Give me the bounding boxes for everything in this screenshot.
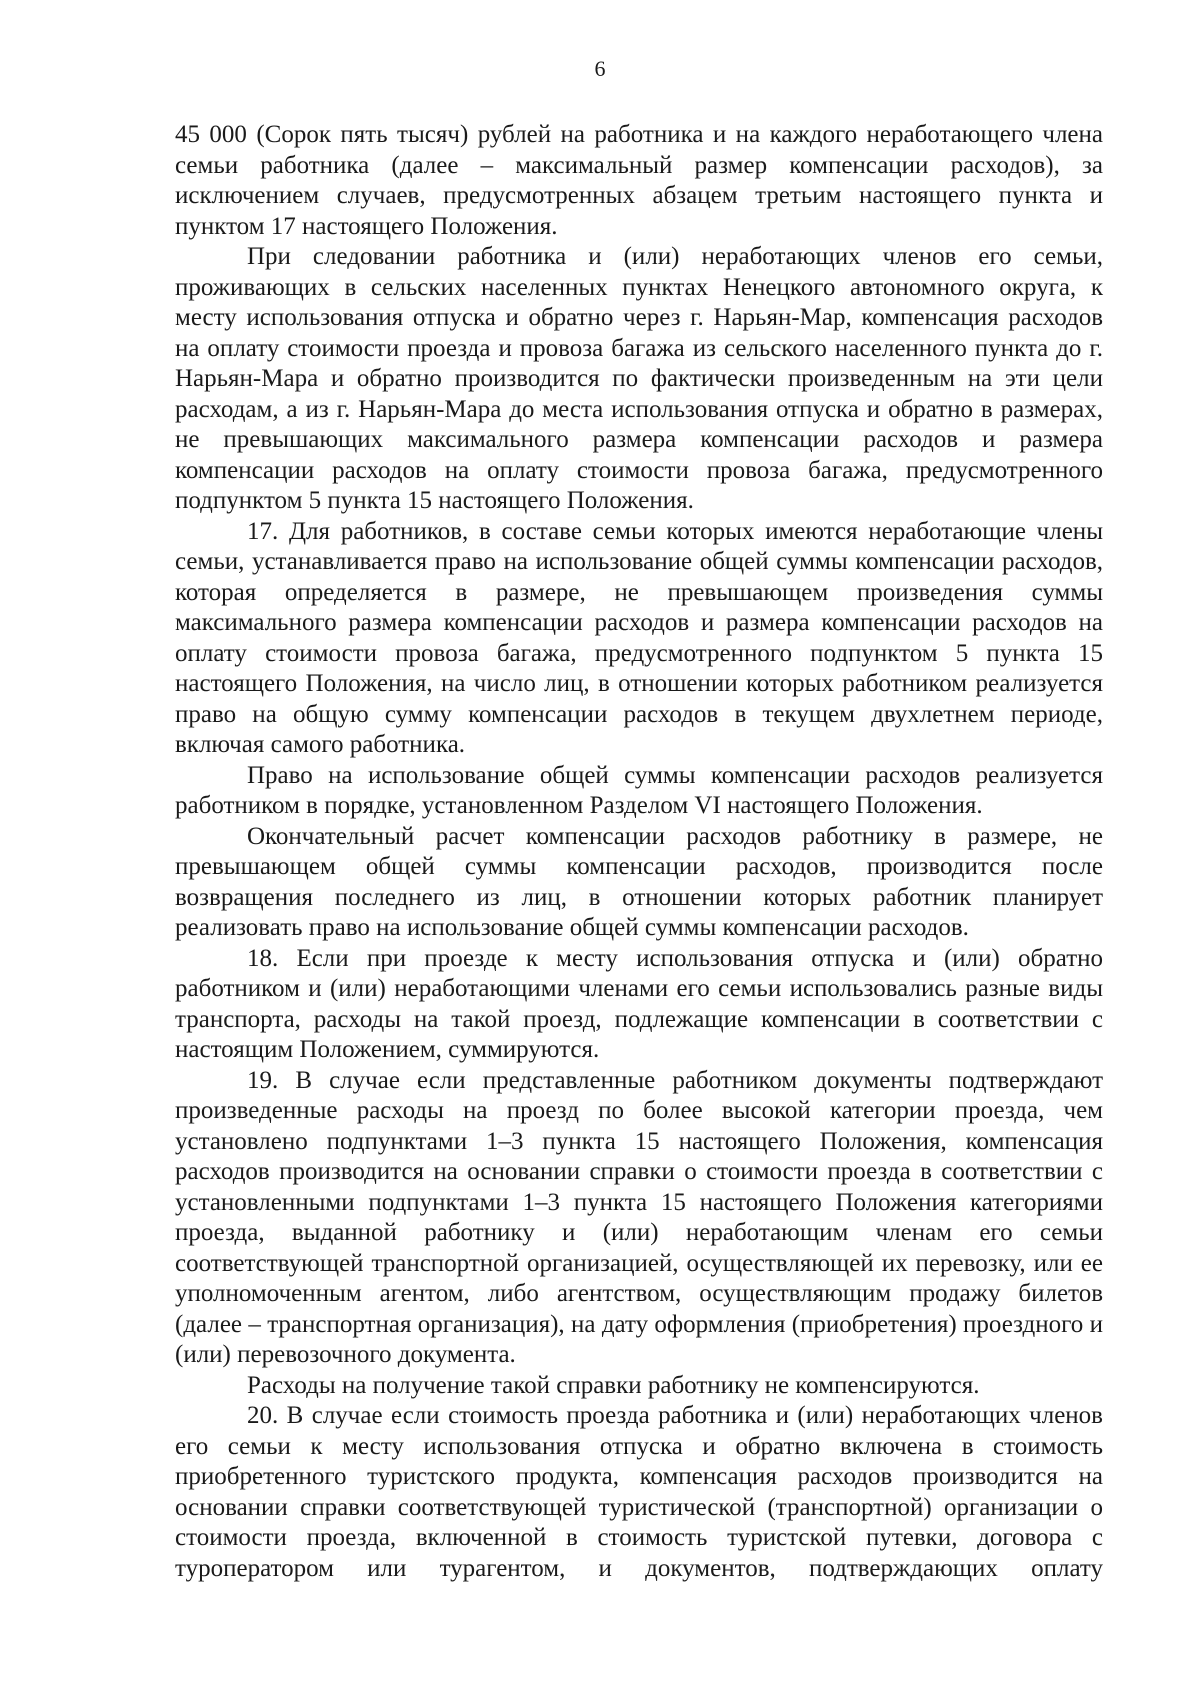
paragraph-item-19-higher-category: 19. В случае если представленные работником документы подтверждают произведенные расходы на проезд по более высокой категории проезда, чем установлено подпунктами 1–3 пункта 15 настоящего Положения, компенсация расходов производится на основании справки о стоимости проезда в соответствии с установленными подпунктами 1–3 пункта 15 настоящего Положения категориями проезда, выданной работнику и (или) неработающим членам его семьи соответствующей транспортной организацией, осуществляющей их перевозку, или ее уполномоченным агентом, либо агентством, осуществляющим продажу билетов (далее – транспортная организация), на дату оформления (приобретения) проездного и (или) перевозочного документа. bbox=[175, 1066, 1103, 1368]
page-number: 6 bbox=[594, 56, 606, 81]
paragraph-item-20-tourist-product: 20. В случае если стоимость проезда работника и (или) неработающих членов его семьи к месту использования отпуска и обратно включена в стоимость приобретенного туристского продукта, компенсация расходов производится на основании справки соответствующей туристической (транспортной) организации о стоимости проезда, включенной в стоимость туристской путевки, договора с туроператором или турагентом, и документов, подтверждающих оплату bbox=[175, 1402, 1103, 1582]
paragraph-item-17-total-compensation: 17. Для работников, в составе семьи которых имеются неработающие члены семьи, устанавливается право на использование общей суммы компенсации расходов, которая определяется в размере, не превышающем произведения суммы максимального размера компенсации расходов и размера компенсации расходов на оплату стоимости провоза багажа, предусмотренного подпунктом 5 пункта 15 настоящего Положения, на число лиц, в отношении которых работником реализуется право на общую сумму компенсации расходов в текущем двухлетнем периоде, включая самого работника. bbox=[175, 517, 1103, 758]
paragraph-max-compensation-amount: 45 000 (Сорок пять тысяч) рублей на работника и на каждого неработающего члена семьи работника (далее – максимальный размер компенсации расходов), за исключением случаев, предусмотренных абзацем третьим настоящего пункта и пунктом 17 настоящего Положения. bbox=[175, 121, 1103, 240]
paragraph-item-18-transport-types: 18. Если при проезде к месту использования отпуска и (или) обратно работником и (или) неработающими членами его семьи использовались разные виды транспорта, расходы на такой проезд, подлежащие компенсации в соответствии с настоящим Положением, суммируются. bbox=[175, 944, 1103, 1063]
paragraph-final-settlement: Окончательный расчет компенсации расходов работнику в размере, не превышающем общей суммы компенсации расходов, производится после возвращения последнего из лиц, в отношении которых работник планирует реализовать право на использование общей суммы компенсации расходов. bbox=[175, 822, 1103, 941]
paragraph-total-compensation-procedure: Право на использование общей суммы компенсации расходов реализуется работником в порядке, установленном Разделом VI настоящего Положения. bbox=[175, 761, 1103, 819]
document-body bbox=[175, 120, 1103, 1584]
paragraph-rural-residents-travel: При следовании работника и (или) неработающих членов его семьи, проживающих в сельских населенных пунктах Ненецкого автономного округа, к месту использования отпуска и обратно через г. Нарьян-Мар, компенсация расходов на оплату стоимости проезда и провоза багажа из сельского населенного пункта до г. Нарьян-Мара и обратно производится по фактически произведенным на эти цели расходам, а из г. Нарьян-Мара до места использования отпуска и обратно в размерах, не превышающих максимального размера компенсации расходов и размера компенсации расходов на оплату стоимости провоза багажа, предусмотренного подпунктом 5 пункта 15 настоящего Положения. bbox=[175, 243, 1103, 514]
paragraph-certificate-costs: Расходы на получение такой справки работнику не компенсируются. bbox=[247, 1371, 980, 1399]
